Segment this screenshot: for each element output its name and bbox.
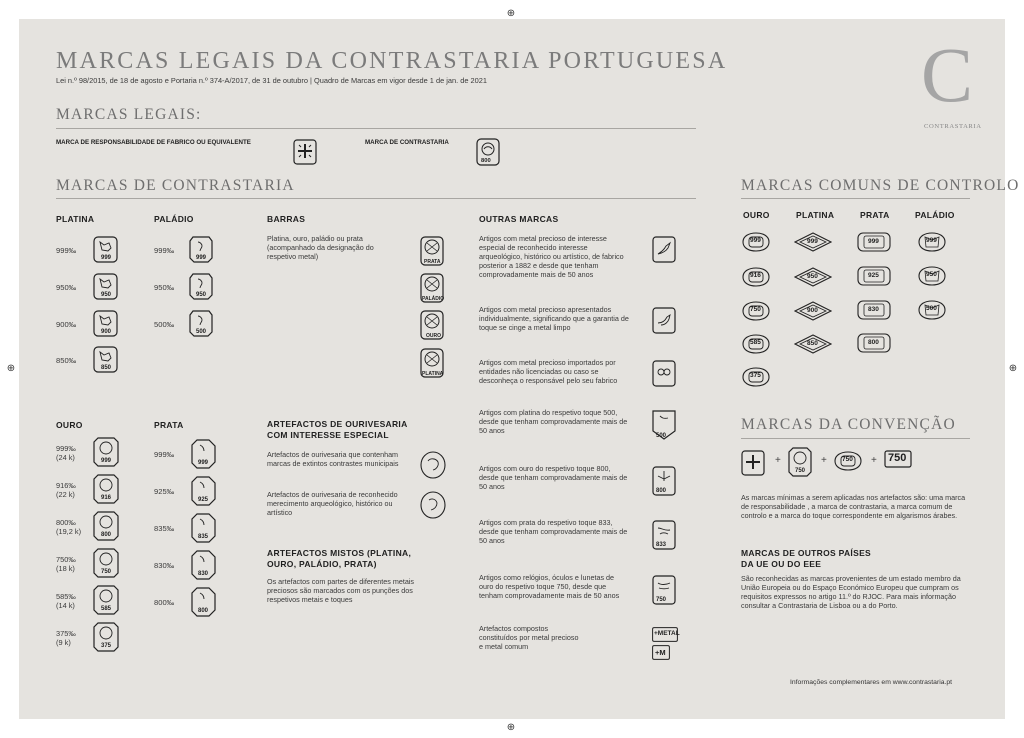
- ccm-ouro-value: 585: [750, 339, 761, 346]
- contrastaria-divider: [56, 198, 696, 199]
- responsibility-mark: [293, 139, 317, 165]
- ouro-label: 375‰ (9 k): [56, 629, 76, 648]
- convencao-fineness-value: 750: [888, 452, 907, 464]
- registration-mark-right: ⊕: [1008, 363, 1018, 374]
- prata-mark-value: 835: [198, 534, 209, 540]
- outras-mark-bird: [652, 236, 676, 263]
- comuns-divider: [741, 198, 970, 199]
- prata-mark-value: 830: [198, 571, 209, 577]
- ccm-paladio-value: 500: [926, 305, 937, 312]
- paladio-label: 950‰: [154, 283, 175, 292]
- comuns-col-title: PRATA: [860, 210, 890, 220]
- ccm-prata-value: 999: [868, 238, 879, 245]
- ouro-label: 800‰ (19,2 k): [56, 518, 82, 537]
- ccm-prata-value: 800: [868, 339, 879, 346]
- platina-label: 950‰: [56, 283, 77, 292]
- ccm-platina-value: 900: [807, 307, 818, 314]
- ccm-ouro-value: 750: [750, 306, 761, 313]
- barra-mark-label: PLATINA: [422, 371, 444, 377]
- ccm-platina-value: 850: [807, 340, 818, 347]
- contrastaria-label: MARCA DE CONTRASTARIA: [365, 139, 449, 146]
- platina-label: 900‰: [56, 320, 77, 329]
- mistos-title-2: OURO, PALÁDIO, PRATA): [267, 559, 377, 569]
- prata-mark-value: 925: [198, 497, 209, 503]
- convencao-ccm-value: 750: [842, 456, 853, 463]
- comuns-heading: MARCAS COMUNS DE CONTROLO: [741, 177, 1020, 194]
- logo-letter: C: [921, 31, 974, 118]
- convencao-divider: [741, 438, 970, 439]
- comuns-col-title: PLATINA: [796, 210, 835, 220]
- barras-desc: Platina, ouro, paládio ou prata (acompanhado da designação do respetivo metal): [267, 234, 374, 261]
- platina-mark-value: 999: [101, 255, 112, 261]
- ouro-label: 916‰ (22 k): [56, 481, 76, 500]
- barras-title: BARRAS: [267, 214, 306, 224]
- paladio-mark-value: 950: [196, 292, 207, 298]
- outras-mark-owl: [652, 360, 676, 387]
- ouro-mark-value: 999: [101, 458, 112, 464]
- ouro-mark-value: 750: [101, 569, 112, 575]
- ccm-paladio-value: 950: [926, 271, 937, 278]
- ourivesaria-title-2: COM INTERESSE ESPECIAL: [267, 430, 389, 440]
- metal-mark-label: +METAL: [654, 630, 680, 637]
- barra-mark-label: PRATA: [424, 259, 441, 265]
- prata-label: 800‰: [154, 598, 175, 607]
- logo-label: CONTRASTARIA: [924, 123, 982, 130]
- convencao-heading: MARCAS DA CONVENÇÃO: [741, 416, 956, 433]
- ccm-platina-value: 999: [807, 238, 818, 245]
- outras-desc: Artigos com metal precioso importados por entidades não licenciadas ou caso se desconheça o responsável pelo seu fabrico: [479, 358, 618, 385]
- ouro-mark-value: 800: [101, 532, 112, 538]
- outras-title: OUTRAS MARCAS: [479, 214, 559, 224]
- comuns-col-title: OURO: [743, 210, 770, 220]
- paladio-title: PALÁDIO: [154, 214, 194, 224]
- ourivesaria-item-2: Artefactos de ourivesaria de reconhecido merecimento arqueológico, histórico ou artístico: [267, 490, 398, 517]
- historic-mark: [420, 491, 446, 519]
- outras-desc: Artigos como relógios, óculos e lunetas de ouro do respetivo toque 750, desde que tenham comprovadamente mais de 50 anos: [479, 573, 620, 600]
- outras-desc: Artigos com metal precioso apresentados individualmente, significando que a garantia de toque se cinge a metal limpo: [479, 305, 629, 332]
- municipal-mark: [420, 451, 446, 479]
- prata-label: 925‰: [154, 487, 175, 496]
- responsibility-label: MARCA DE RESPONSABILIDADE DE FABRICO OU EQUIVALENTE: [56, 139, 251, 146]
- outras-desc: Artigos com prata do respetivo toque 833, desde que tenham comprovadamente mais de 50 anos: [479, 518, 628, 545]
- legal-divider: [56, 128, 696, 129]
- barra-mark-label: PALÁDIO: [422, 296, 445, 302]
- contrastaria-mark-value: 800: [481, 158, 491, 164]
- outras-mark-value: 800: [656, 488, 667, 494]
- paladio-label: 999‰: [154, 246, 175, 255]
- outras-desc: Artigos com metal precioso de interesse especial de reconhecido interesse arqueológico, histórico ou artístico, de fabrico posterior a 1882 e desde que tenham comprovadamente mais de 50 anos: [479, 234, 624, 279]
- ouro-label: 585‰ (14 k): [56, 592, 76, 611]
- paladio-mark-value: 500: [196, 329, 207, 335]
- barra-mark-label: OURO: [426, 333, 441, 339]
- ouro-label: 750‰ (18 k): [56, 555, 76, 574]
- ccm-prata-value: 925: [868, 272, 879, 279]
- page-title: MARCAS LEGAIS DA CONTRASTARIA PORTUGUESA: [56, 48, 728, 74]
- outras-mark-value: 500: [656, 433, 667, 439]
- ouro-mark-value: 375: [101, 643, 112, 649]
- outras-desc: Artefactos compostos constituídos por metal precioso e metal comum: [479, 624, 579, 651]
- prata-mark-value: 800: [198, 608, 209, 614]
- prata-label: 999‰: [154, 450, 175, 459]
- ccm-ouro-value: 999: [750, 237, 761, 244]
- ouro-mark-value: 916: [101, 495, 112, 501]
- platina-title: PLATINA: [56, 214, 95, 224]
- ouro-label: 999‰ (24 k): [56, 444, 76, 463]
- ouro-mark-value: 585: [101, 606, 112, 612]
- outras-desc: Artigos com platina do respetivo toque 500, desde que tenham comprovadamente mais de 50 anos: [479, 408, 628, 435]
- registration-mark-left: ⊕: [6, 363, 16, 374]
- outros-paises-title: MARCAS DE OUTROS PAÍSES: [741, 548, 872, 558]
- ccm-platina-value: 950: [807, 273, 818, 280]
- ccm-ouro-value: 916: [750, 272, 761, 279]
- outras-mark-value: 750: [656, 597, 667, 603]
- plus-sign: +: [821, 455, 827, 466]
- outros-paises-desc: São reconhecidas as marcas provenientes de um estado membro da União Europeia ou do Espaço Económico Europeu que cumpram os requisitos expressos no artigo 11.º do RJOC. Para mais informação consultar a Contrastaria de Lisboa ou a do Porto.: [741, 574, 961, 610]
- ourivesaria-title: ARTEFACTOS DE OURIVESARIA: [267, 419, 408, 429]
- convencao-responsibility-mark: [741, 450, 765, 476]
- footer-info: Informações complementares em www.contrastaria.pt: [790, 679, 953, 686]
- comuns-col-title: PALÁDIO: [915, 210, 955, 220]
- outras-desc: Artigos com ouro do respetivo toque 800, desde que tenham comprovadamente mais de 50 anos: [479, 464, 628, 491]
- convencao-contrastaria-value: 750: [795, 468, 806, 474]
- platina-label: 999‰: [56, 246, 77, 255]
- platina-label: 850‰: [56, 356, 77, 365]
- ouro-title: OURO: [56, 420, 83, 430]
- prata-label: 835‰: [154, 524, 175, 533]
- prata-label: 830‰: [154, 561, 175, 570]
- mistos-title: ARTEFACTOS MISTOS (PLATINA,: [267, 548, 412, 558]
- ccm-paladio-value: 999: [926, 237, 937, 244]
- legal-heading: MARCAS LEGAIS:: [56, 106, 202, 123]
- platina-mark-value: 900: [101, 329, 112, 335]
- contrastaria-heading: MARCAS DE CONTRASTARIA: [56, 177, 295, 194]
- convencao-desc: As marcas mínimas a serem aplicadas nos artefactos são: uma marca de responsabilidade , a marca de contrastaria, a marca comum de controlo e a marca do toque correspondente em algarismos árabes.: [741, 493, 966, 520]
- outras-mark-swan: [652, 307, 676, 334]
- paladio-label: 500‰: [154, 320, 175, 329]
- ourivesaria-item-1: Artefactos de ourivesaria que contenham marcas de extintos contrastes municipais: [267, 450, 399, 468]
- registration-mark-bottom: ⊕: [506, 722, 516, 733]
- registration-mark-top: ⊕: [506, 8, 516, 19]
- paladio-mark-value: 999: [196, 255, 207, 261]
- ccm-ouro-value: 375: [750, 372, 761, 379]
- platina-mark-value: 950: [101, 292, 112, 298]
- page-subtitle: Lei n.º 98/2015, de 18 de agosto e Portaria n.º 374-A/2017, de 31 de outubro | Quadro de Marcas em vigor desde 1 de jan. de 2021: [56, 76, 487, 85]
- prata-title: PRATA: [154, 420, 184, 430]
- outros-paises-title-2: DA UE OU DO EEE: [741, 559, 822, 569]
- plus-sign: +: [871, 455, 877, 466]
- mistos-desc: Os artefactos com partes de diferentes metais preciosos são marcados com os punções dos respetivos metais e toques: [267, 577, 415, 604]
- m-mark-label: +M: [655, 648, 666, 657]
- plus-sign: +: [775, 455, 781, 466]
- outras-mark-value: 833: [656, 542, 667, 548]
- ccm-prata-value: 830: [868, 306, 879, 313]
- prata-mark-value: 999: [198, 460, 209, 466]
- platina-mark-value: 850: [101, 365, 112, 371]
